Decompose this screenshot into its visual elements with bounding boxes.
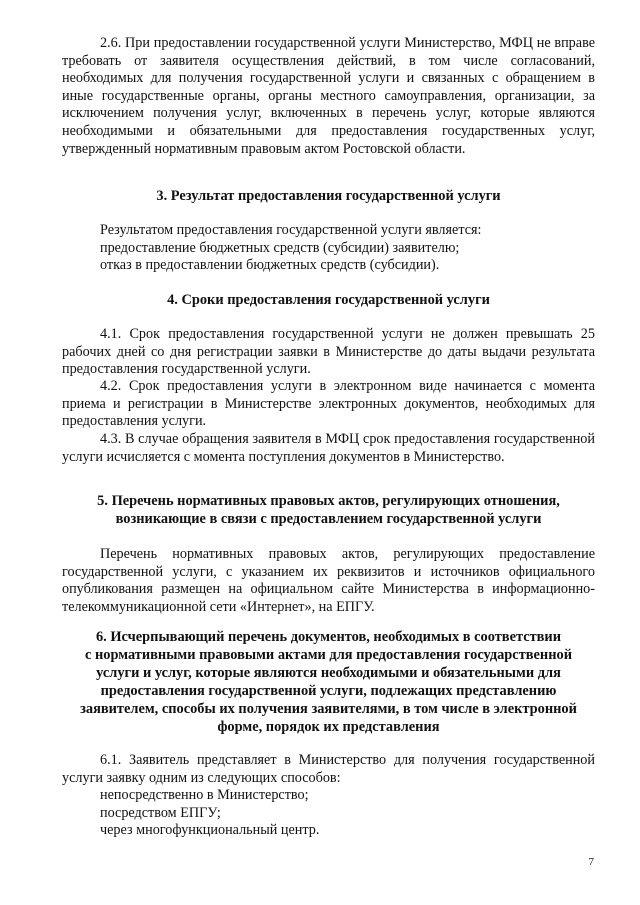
section-6-heading [62, 628, 595, 736]
paragraph-2-6: 2.6. При предоставлении государственной услуги Министерство, МФЦ не вправе требовать от заявителя осуществления действий, в том числе согласований, необходимых для получения государственной услуги и связанных с обращением в иные государственные органы, органы местного самоуправления, организации, за исключением получения услуг, включенных в перечень услуг, которые являются необходимыми и обязательными для предоставления государственных услуг, утвержденный нормативным правовым актом Ростовской области. [62, 35, 595, 157]
section-6-heading-line-5: заявителем, способы их получения заявителями, в том числе в электронной [80, 701, 577, 717]
section-6-heading-line-1: 6. Исчерпывающий перечень документов, необходимых в соответствии [95, 629, 562, 645]
result-option-refusal: отказ в предоставлении бюджетных средств (субсидии). [100, 257, 440, 274]
paragraph-5-1: Перечень нормативных правовых актов, регулирующих предоставление государственной услуги, с указанием их реквизитов и источников официального опубликования размещен на официальном сайте Министерства в информационно-телекоммуникационной сети «Интернет», на ЕПГУ. [62, 546, 595, 615]
paragraph-4-3: 4.3. В случае обращения заявителя в МФЦ срок предоставления государственной услуги исчисляется с момента поступления документов в Министерство. [62, 431, 595, 465]
section-5-heading [62, 492, 595, 528]
section-6-heading-line-2: с нормативными правовыми актами для предоставления государственной [84, 647, 572, 663]
list-item: непосредственно в Министерство; [100, 787, 309, 803]
paragraph-6-1: 6.1. Заявитель представляет в Министерство для получения государственной услуги заявку одним из следующих способов: [62, 752, 595, 786]
section-5-heading-line-2: возникающие в связи с предоставлением государственной услуги [115, 511, 542, 527]
list-item: через многофункциональный центр. [100, 822, 320, 839]
section-5-heading-line-1: 5. Перечень нормативных правовых актов, регулирующих отношения, [97, 493, 560, 509]
page-number: 7 [588, 856, 594, 868]
result-option-grant: предоставление бюджетных средств (субсидии) заявителю; [100, 239, 460, 256]
result-intro: Результатом предоставления государственной услуги является: [100, 222, 482, 238]
section-6-heading-line-4: предоставления государственной услуги, подлежащих представлению [100, 683, 557, 699]
paragraph-4-1: 4.1. Срок предоставления государственной услуги не должен превышать 25 рабочих дней со дня регистрации заявки в Министерстве до даты выдачи результата предоставления государственной услуги. [62, 326, 595, 378]
submission-methods-list [62, 787, 595, 840]
section-3-heading: 3. Результат предоставления государственной услуги [156, 188, 501, 204]
section-6-heading-line-3: услуги и услуг, которые являются необходимыми и обязательными для [96, 665, 561, 681]
section-6-heading-line-6: форме, порядок их представления [217, 719, 440, 735]
section-4-heading: 4. Сроки предоставления государственной услуги [167, 292, 490, 308]
paragraph-4-2: 4.2. Срок предоставления услуги в электронном виде начинается с момента приема и регистрации в Министерстве электронных документов, необходимых для предоставления услуги. [62, 378, 595, 430]
section-3-body [62, 222, 595, 275]
list-item: посредством ЕПГУ; [100, 804, 221, 821]
